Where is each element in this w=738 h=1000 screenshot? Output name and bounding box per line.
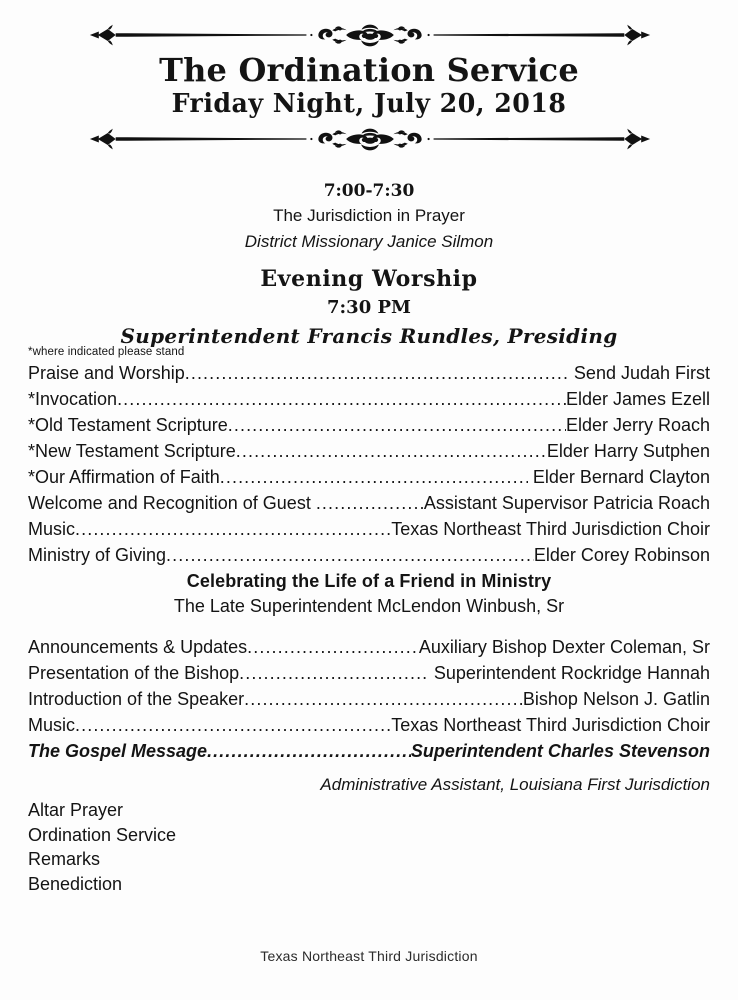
program-item-person: Send Judah First: [573, 363, 710, 383]
program-item-label: Music: [28, 715, 76, 735]
program-item-label: *New Testament Scripture: [28, 441, 236, 461]
program-row: [28, 738, 710, 764]
closing-item: Remarks: [28, 849, 101, 869]
program-item-person: Texas Northeast Third Jurisdiction Choir: [391, 715, 710, 735]
program-row: [28, 386, 710, 412]
program-item-person: Elder Harry Sutphen: [546, 441, 710, 461]
closing-item: Ordination Service: [28, 824, 177, 845]
dot-leader: [117, 386, 566, 412]
worship-block: [0, 265, 738, 349]
dot-leader: [166, 542, 534, 568]
dot-leader: [220, 464, 528, 490]
program-item-person: Superintendent Rockridge Hannah: [433, 663, 710, 683]
prelude-block: [0, 180, 738, 253]
speaker-subtitle: Administrative Assistant, Louisiana First Jurisdiction: [320, 775, 710, 794]
dot-leader: [228, 412, 566, 438]
worship-presiding: Superintendent Francis Rundles, Presiding: [120, 323, 618, 348]
program-item-person: Assistant Supervisor Patricia Roach: [423, 493, 710, 513]
program-item-label: *Invocation: [28, 389, 118, 409]
service-date: Friday Night, July 20, 2018: [171, 89, 567, 119]
closing-item: Altar Prayer: [28, 800, 124, 820]
dot-leader: [75, 712, 391, 738]
ornamental-divider-icon: [72, 18, 668, 52]
program-item-label: Announcements & Updates: [28, 637, 248, 657]
program-item-person: Elder James Ezell: [565, 389, 710, 409]
dot-leader: [247, 634, 419, 660]
program-item-label: *Old Testament Scripture: [28, 415, 228, 435]
program-item-label: Welcome and Recognition of Guest: [28, 493, 311, 513]
program-row: [28, 686, 710, 712]
ornamental-divider-icon: [72, 122, 668, 156]
dot-leader: [185, 360, 569, 386]
worship-heading: Evening Worship: [260, 266, 478, 292]
program-list-first: [28, 360, 710, 568]
program-item-person: Auxiliary Bishop Dexter Coleman, Sr: [418, 637, 710, 657]
program-row: [28, 516, 710, 542]
program-item-person: Elder Jerry Roach: [565, 415, 710, 435]
prelude-leader: District Missionary Janice Silmon: [244, 231, 494, 251]
program-row: [28, 360, 710, 386]
memorial-heading: Celebrating the Life of a Friend in Ministry: [186, 571, 552, 591]
stand-note: *where indicated please stand: [28, 346, 185, 358]
program-row: [28, 634, 710, 660]
program-item-label: Ministry of Giving: [28, 545, 167, 565]
program-row: [28, 542, 710, 568]
program-row: [28, 438, 710, 464]
program-item-label: Introduction of the Speaker: [28, 689, 245, 709]
program-item-label: The Gospel Message: [28, 741, 208, 761]
program-item-person: Bishop Nelson J. Gatlin: [522, 689, 710, 709]
page-title: The Ordination Service: [159, 51, 579, 89]
program-row: [28, 712, 710, 738]
program-item-label: Praise and Worship: [28, 363, 185, 383]
dot-leader: [236, 438, 547, 464]
program-item-person: Superintendent Charles Stevenson: [410, 741, 710, 761]
prelude-time: 7:00-7:30: [323, 181, 415, 201]
closing-item: Benediction: [28, 873, 123, 894]
memorial-block: [0, 570, 738, 619]
program-item-label: Music: [28, 519, 76, 539]
program-list-second: [28, 634, 710, 764]
dot-leader: [239, 660, 429, 686]
dot-leader: [75, 516, 391, 542]
program-row: [28, 490, 710, 516]
program-item-label: Presentation of the Bishop: [28, 663, 240, 683]
dot-leader: [316, 490, 424, 516]
program-item-person: Elder Corey Robinson: [533, 545, 710, 565]
worship-time: 7:30 PM: [327, 297, 411, 319]
program-row: [28, 412, 710, 438]
program-item-person: Elder Bernard Clayton: [532, 467, 710, 487]
program-item-person: Texas Northeast Third Jurisdiction Choir: [391, 519, 710, 539]
dot-leader: [207, 738, 411, 764]
prelude-activity: The Jurisdiction in Prayer: [273, 206, 465, 226]
page-footer: Texas Northeast Third Jurisdiction: [260, 948, 478, 964]
program-item-label: *Our Affirmation of Faith: [28, 467, 220, 487]
program-row: [28, 464, 710, 490]
closing-items-list: [28, 798, 176, 896]
memorial-subject: The Late Superintendent McLendon Winbush, Sr: [173, 595, 565, 616]
dot-leader: [244, 686, 523, 712]
program-row: [28, 660, 710, 686]
